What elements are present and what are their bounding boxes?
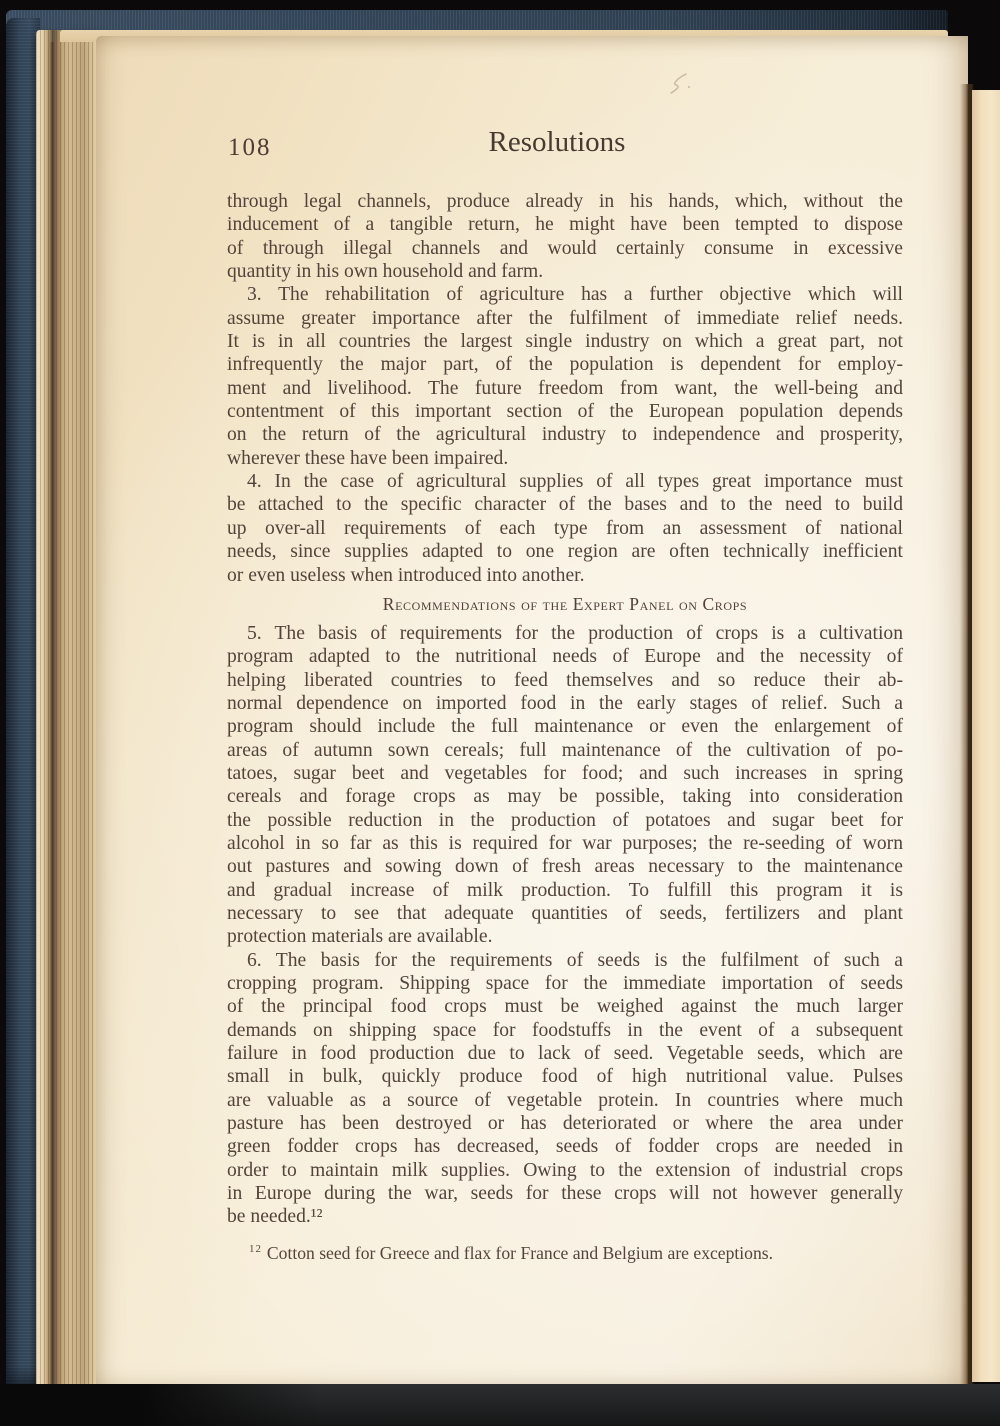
text-line: It is in all countries the largest single industry on which a great part, not [227, 331, 903, 353]
text-line: of the principal food crops must be weighed against the much larger [227, 996, 903, 1018]
text-line: needs, since supplies adapted to one region are often technically inefficient [227, 541, 903, 563]
text-line: wherever these have been impaired. [227, 447, 509, 469]
text-line: on the return of the agricultural industry to independence and prosperity, [227, 424, 903, 446]
text-line: helping liberated countries to feed themselves and so reduce their ab- [227, 669, 903, 691]
text-line: be attached to the specific character of the bases and to the need to build [227, 494, 903, 516]
text-line: order to maintain milk supplies. Owing to the extension of industrial crops [227, 1159, 903, 1181]
facing-page-edge [972, 90, 1000, 1382]
text-line: out pastures and sowing down of fresh areas necessary to the maintenance [227, 856, 903, 878]
text-line: quantity in his own household and farm. [227, 261, 544, 283]
text-line: small in bulk, quickly produce food of high nutritional value. Pulses [227, 1066, 903, 1088]
text-line: failure in food production due to lack of seed. Vegetable seeds, which are [227, 1043, 903, 1065]
paragraph [227, 190, 903, 283]
text-line: infrequently the major part, of the population is dependent for employ- [227, 354, 903, 376]
page-stack-fore-edge [36, 30, 102, 1390]
text-line: and gradual increase of milk production. To fulfill this program it is [227, 879, 903, 901]
paragraph [227, 622, 903, 949]
text-line: 6. The basis for the requirements of seeds is the fulfilment of such a [247, 949, 903, 971]
text-line: 5. The basis of requirements for the production of crops is a cultivation [247, 622, 903, 644]
footnote [227, 1238, 903, 1264]
text-line: through legal channels, produce already in his hands, which, without the [227, 191, 903, 212]
text-line: assume greater importance after the fulfilment of immediate relief needs. [227, 307, 903, 329]
book-page [96, 36, 968, 1390]
text-line: 4. In the case of agricultural supplies of all types great importance must [247, 471, 903, 493]
page-number: 108 [228, 134, 272, 161]
text-line: cropping program. Shipping space for the immediate importation of seeds [227, 973, 903, 994]
text-line: areas of autumn sown cereals; full maintenance of the cultivation of po- [227, 739, 903, 761]
text-line: be needed.¹² [227, 1206, 323, 1228]
text-line: program should include the full maintenance or even the enlargement of [227, 716, 903, 738]
footnote-text: Cotton seed for Greece and flax for France and Belgium are exceptions. [266, 1242, 774, 1263]
text-line: contentment of this important section of the European population depends [227, 401, 903, 423]
page-header [227, 126, 903, 178]
text-line: are valuable as a source of vegetable protein. In countries where much [227, 1089, 903, 1111]
text-line: demands on shipping space for foodstuffs in the event of a subsequent [227, 1019, 903, 1041]
text-line: green fodder crops has decreased, seeds of fodder crops are needed in [227, 1136, 903, 1158]
paragraph [227, 949, 903, 1229]
text-line: ment and livelihood. The future freedom from want, the well-being and [227, 377, 903, 399]
footnote-marker: 12 [249, 1242, 262, 1255]
text-line: of through illegal channels and would certainly consume in excessive [227, 237, 903, 259]
text-line: pasture has been destroyed or has deteriorated or where the area under [227, 1113, 903, 1135]
text-line: the possible reduction in the production of potatoes and sugar beet for [227, 809, 903, 831]
text-line: necessary to see that adequate quantities of seeds, fertilizers and plant [227, 902, 903, 924]
text-line: inducement of a tangible return, he might have been tempted to dispose [227, 214, 903, 236]
text-line: up over-all requirements of each type from an assessment of national [227, 517, 903, 539]
text-line: alcohol in so far as this is required for war purposes; the re-seeding of worn [227, 832, 903, 854]
paragraph [227, 283, 903, 470]
text-line: program adapted to the nutritional needs of Europe and the necessity of [227, 646, 903, 668]
background-bottom-shadow [0, 1384, 1000, 1426]
body-text [227, 190, 903, 1229]
pencil-squiggle-mark [664, 70, 700, 100]
text-line: or even useless when introduced into another. [227, 564, 585, 586]
paragraph [227, 470, 903, 587]
text-line: tatoes, sugar beet and vegetables for food; and such increases in spring [227, 762, 903, 784]
text-line: normal dependence on imported food in the early stages of relief. Such a [227, 692, 903, 714]
book-cover-left-edge [6, 18, 40, 1398]
text-line: protection materials are available. [227, 926, 493, 948]
page-content [227, 126, 903, 1264]
running-head-title: Resolutions [488, 126, 626, 158]
text-line: in Europe during the war, seeds for these crops will not however generally [227, 1183, 903, 1205]
text-line: cereals and forage crops as may be possible, taking into consideration [227, 786, 903, 808]
text-line: 3. The rehabilitation of agriculture has a further objective which will [247, 284, 903, 306]
section-heading: Recommendations of the Expert Panel on Crops [382, 593, 748, 614]
